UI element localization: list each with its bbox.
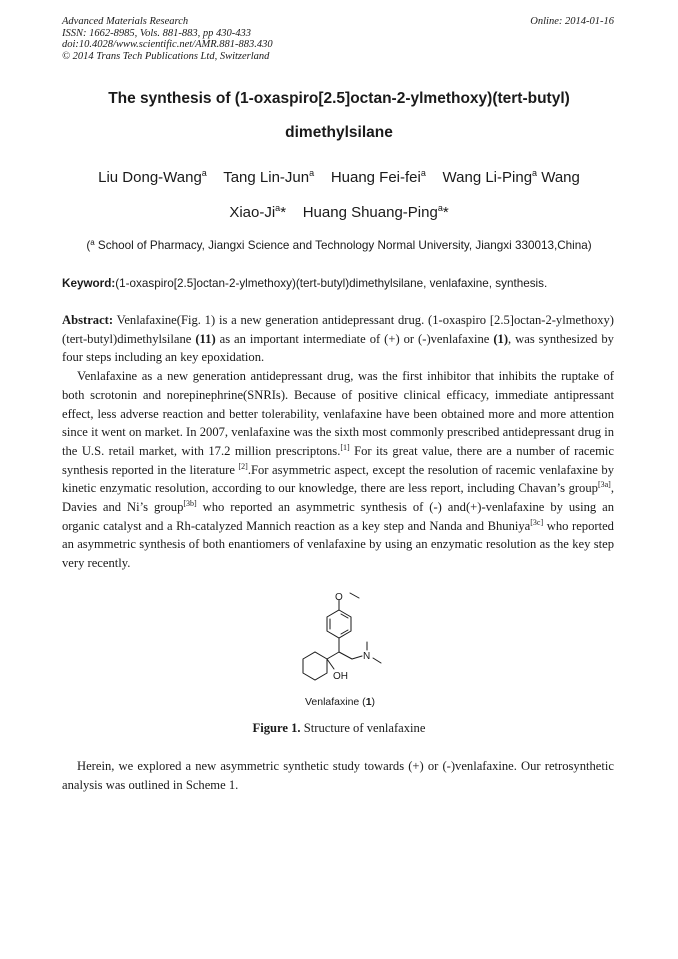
intro-text: .For asymmetric aspect, except the resolution of racemic venlafaxine by kinetic enzymatic resolution, according to our knowledge, there are less report, including Chavan’s group <box>62 462 614 496</box>
author-affil-mark: a <box>532 168 538 178</box>
intro-text: who reported an asymmetric synthesis of (-) and(+)-venlafaxine by using an organic catalyst and a Rh-catalyzed Mannich reaction as a key step and Nanda and Bhuniya <box>62 500 615 533</box>
n-methyl-bond <box>373 658 381 663</box>
methoxy-methyl-bond <box>350 593 359 598</box>
affiliation-mark: a <box>90 238 95 247</box>
citation: [1] <box>340 442 350 452</box>
author-affil-mark: a <box>309 168 315 178</box>
author-affil-mark: a <box>420 168 426 178</box>
author-name: Huang Fei-fei <box>330 169 421 186</box>
paper-title-line-2: dimethylsilane <box>285 124 393 141</box>
affiliation <box>62 238 616 252</box>
author-list-line-1 <box>62 168 616 186</box>
hydroxyl-label: OH <box>333 671 348 682</box>
compound-ref: (1) <box>493 331 509 346</box>
figure-caption-text: Structure of venlafaxine <box>300 721 426 735</box>
affiliation-paren: ( <box>86 239 91 252</box>
author-affil-mark: a <box>275 203 281 213</box>
corresponding-star: * <box>442 204 449 221</box>
author-name: Huang Shuang-Ping <box>302 204 438 221</box>
intro-text: , Davies and Ni’s group <box>62 481 614 515</box>
intro-paragraph <box>62 367 614 573</box>
methine-cyclohexyl-bond <box>327 652 339 659</box>
author-list-line-2 <box>62 203 616 221</box>
paper-title-line-1: The synthesis of (1-oxaspiro[2.5]octan-2-ylmethoxy)(tert-butyl) <box>108 90 570 107</box>
structure-paren: ) <box>371 696 376 708</box>
structure-label <box>262 696 418 708</box>
copyright-line: © 2014 Trans Tech Publications Ltd, Switzerland <box>62 50 270 62</box>
structure-name: Venlafaxine ( <box>304 696 366 708</box>
citation: [3c] <box>530 517 544 527</box>
abstract-text: as an important intermediate of (+) or (-)venlafaxine <box>215 331 494 346</box>
abstract-label: Abstract: <box>62 313 114 327</box>
herein-paragraph: Herein, we explored a new asymmetric synthetic study towards (+) or (-)venlafaxine. Our retrosynthetic analysis was outlined in Scheme 1. <box>62 759 614 792</box>
author-affil-mark: a <box>437 203 443 213</box>
c-oh-bond <box>327 659 334 669</box>
cyclohexane-ring <box>303 652 327 680</box>
author-affil-mark: a <box>201 168 207 178</box>
author-name: Wang Li-Ping <box>442 169 533 186</box>
oxygen-atom-label: O <box>335 592 343 603</box>
journal-header <box>62 16 273 62</box>
abstract-section <box>62 311 614 573</box>
journal-name: Advanced Materials Research <box>62 16 189 27</box>
author-name-part: Xiao-Ji <box>229 204 276 221</box>
figure-caption <box>62 721 616 736</box>
abstract-paragraph <box>62 311 614 367</box>
intro-text: For its great value, there are a number of racemic synthesis reported in the literature <box>62 443 614 477</box>
citation: [3a] <box>597 480 611 490</box>
keywords <box>62 277 622 290</box>
author-name-part: Wang <box>541 169 580 186</box>
compound-ref: (11) <box>195 331 216 346</box>
methine-ch2-bond <box>339 652 352 659</box>
author-name: Liu Dong-Wang <box>98 169 202 186</box>
keyword-text: (1-oxaspiro[2.5]octan-2-ylmethoxy)(tert-butyl)dimethylsilane, venlafaxine, synthesis. <box>115 277 548 290</box>
benzene-ring <box>327 610 351 638</box>
doi-line: doi:10.4028/www.scientific.net/AMR.881-883.430 <box>62 39 273 50</box>
citation: [3b] <box>183 499 197 509</box>
author-name: Tang Lin-Jun <box>223 169 310 186</box>
citation: [2] <box>238 461 248 471</box>
herein-section <box>62 757 614 794</box>
affiliation-text: School of Pharmacy, Jiangxi Science and Technology Normal University, Jiangxi 330013,China) <box>94 239 592 252</box>
issn-line: ISSN: 1662-8985, Vols. 881-883, pp 430-433 <box>62 27 251 39</box>
abstract-text: , was synthesized by four steps including an key epoxidation. <box>62 331 614 365</box>
nitrogen-atom-label: N <box>363 651 371 662</box>
ch2-n-bond <box>352 656 362 659</box>
figure-caption-label: Figure 1. <box>252 721 301 735</box>
venlafaxine-structure <box>290 588 390 693</box>
intro-text: Venlafaxine as a new generation antidepressant drug, was the first inhibitor that inhibits the ruptake of both scrotonin and norepinephrine(SNRIs). Because of positive clinical efficacy, immediate antipressant effect, less adverse reaction and better tolerability, venlafaxine have been obtained more and more attention since it went on market. In 2007, venlafaxine was the sixth most commonly prescribed antidepressant drug in the U.S. retail market, with 17.2 million prescriptons. <box>62 369 614 458</box>
abstract-text: Venlafaxine(Fig. 1) is a new generation antidepressant drug. (1-oxaspiro [2.5]octan-2-ylmethoxy)(tert-butyl)dimethylsilane <box>62 313 614 346</box>
compound-number: 1 <box>365 696 372 708</box>
keyword-label: Keyword: <box>62 277 116 290</box>
intro-text: who reported an asymmetric synthesis of both enantiomers of venlafaxine by using an enzymatic resolution as the key step very recently. <box>62 518 614 571</box>
corresponding-star: * <box>280 204 287 221</box>
online-date: Online: 2014-01-16 <box>530 16 614 27</box>
